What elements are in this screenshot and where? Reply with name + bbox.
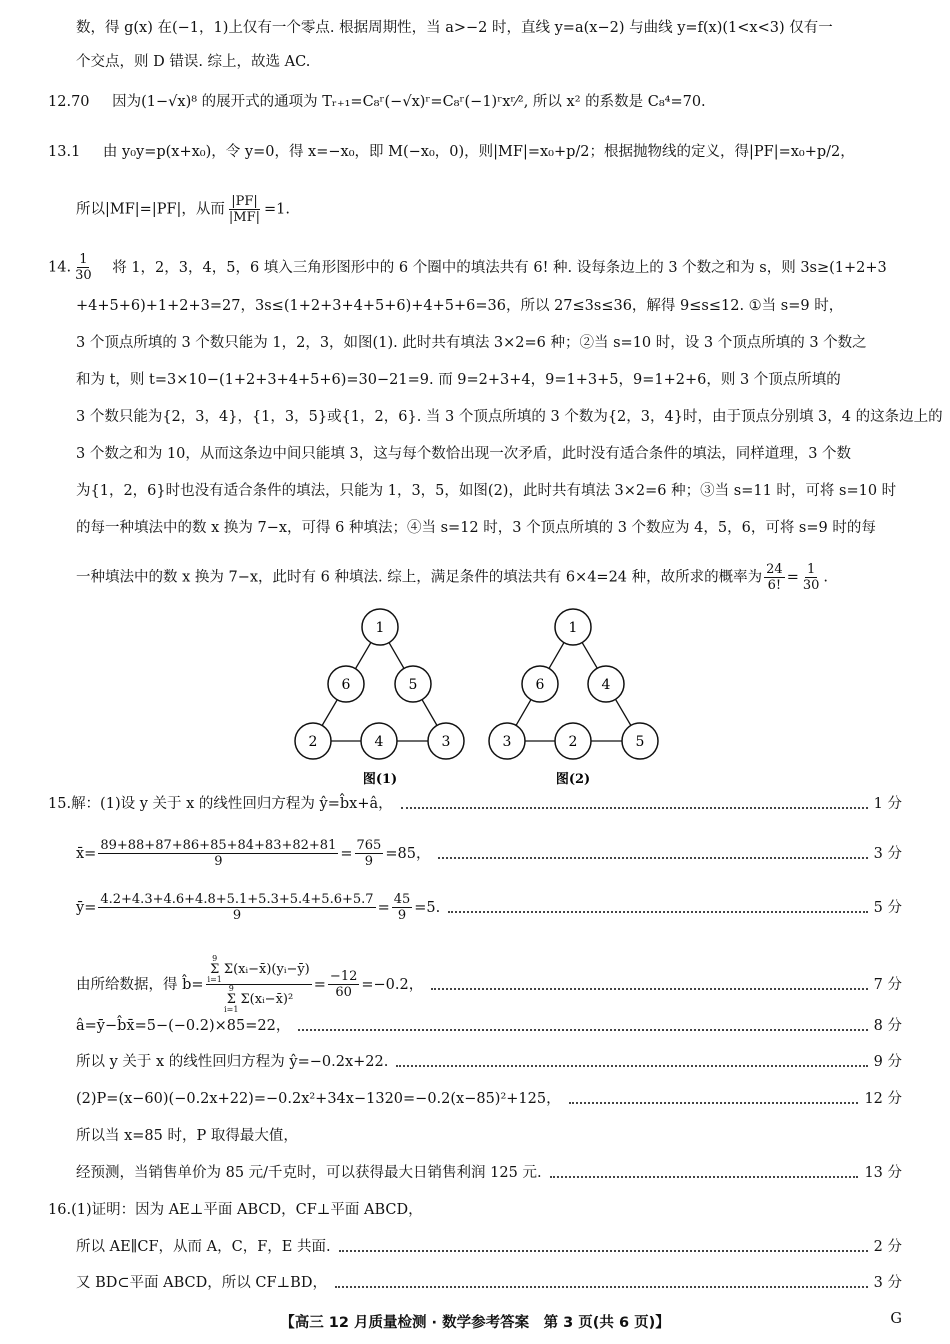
numerator: 1 <box>806 562 816 577</box>
node-label: 6 <box>535 677 545 693</box>
step-text: 又 BD⊂平面 ABCD，所以 CF⊥BD， <box>76 1275 327 1291</box>
sum-upper: 9 <box>228 984 234 993</box>
p15-step-6 <box>76 1052 902 1072</box>
problem-14-line-7: 为{1，2，6}时也没有适合条件的填法，只能为 1，3，5，如图(2)，此时共有填法 3×2=6 种；③当 s=11 时，可将 s=10 时 <box>76 483 897 499</box>
text: = <box>340 845 353 862</box>
text: =5. <box>414 899 441 916</box>
numerator: 24 <box>766 562 783 577</box>
fraction <box>764 562 785 593</box>
text: = <box>786 569 799 586</box>
fraction <box>206 955 312 1014</box>
denominator: 9 <box>214 854 223 869</box>
dot-leader <box>438 857 867 859</box>
score: 8 分 <box>873 1018 902 1034</box>
sum-lower: i=1 <box>207 975 222 984</box>
node-label: 3 <box>502 734 512 750</box>
triangle-figures <box>280 605 680 790</box>
dot-leader <box>550 1176 859 1178</box>
figure-caption: 图(2) <box>555 772 591 787</box>
problem-14-line-5: 3 个数只能为{2，3，4}，{1，3，5}或{1，2，6}. 当 3 个顶点所填的 3 个数为{2，3，4}时，由于顶点分别填 3，4 的这条边上的 <box>76 409 943 425</box>
problem-number: 15. <box>48 796 72 812</box>
summation <box>208 955 222 984</box>
problem-14-line-9 <box>76 562 902 593</box>
p16-step-1 <box>48 1200 902 1220</box>
step-text: 解：(1)设 y 关于 x 的线性回归方程为 ŷ=b̂x+â， <box>71 796 393 812</box>
problem-number: 14. <box>48 259 72 276</box>
numerator: −12 <box>329 969 358 984</box>
solution-text: 由 y₀y=p(x+x₀)，令 y=0，得 x=−x₀，即 M(−x₀，0)，则|MF|=x₀+p/2；根据抛物线的定义，得|PF|=x₀+p/2， <box>102 144 855 160</box>
denominator <box>222 985 295 1014</box>
node-label: 5 <box>408 677 418 693</box>
dot-leader <box>569 1102 859 1104</box>
numerator: 765 <box>356 838 382 853</box>
node-label: 2 <box>568 734 578 750</box>
problem-number: 13. <box>48 144 72 160</box>
numerator <box>206 955 312 985</box>
p15-step-5 <box>76 1016 902 1036</box>
p16-step-2 <box>76 1237 902 1257</box>
dot-leader <box>298 1029 867 1031</box>
problem-13-line-1 <box>48 142 902 162</box>
p15-step-2 <box>76 838 902 869</box>
text: = <box>313 976 326 993</box>
text: x̄= <box>76 845 97 862</box>
dot-leader <box>335 1286 868 1288</box>
score: 9 分 <box>873 1054 902 1070</box>
answer: 70 <box>71 94 90 110</box>
numerator: 45 <box>393 892 411 907</box>
text: 所以|MF|=|PF|，从而 <box>76 201 225 218</box>
p15-step-9 <box>76 1163 902 1183</box>
fraction <box>227 194 262 225</box>
step-text: 所以 AE∥CF，从而 A，C，F，E 共面. <box>76 1239 331 1255</box>
text: 由所给数据，得 b̂= <box>76 976 204 993</box>
answer-fraction <box>73 252 94 283</box>
denominator: 30 <box>75 268 92 283</box>
step-text: (2)P=(x−60)(−0.2x+22)=−0.2x²+34x−1320=−0.2(x−85)²+125， <box>76 1091 561 1107</box>
node-label: 6 <box>341 677 351 693</box>
problem-number: 16. <box>48 1202 72 1218</box>
node-label: 5 <box>635 734 645 750</box>
dot-leader <box>339 1250 868 1252</box>
summation <box>224 985 238 1014</box>
numerator: 89+88+87+86+85+84+83+82+81 <box>100 838 337 853</box>
denominator: 9 <box>397 908 407 923</box>
problem-12 <box>48 92 902 112</box>
step-text: 所以 y 关于 x 的线性回归方程为 ŷ=−0.2x+22. <box>76 1054 389 1070</box>
solution-text: 将 1，2，3，4，5，6 填入三角形图形中的 6 个圈中的填法共有 6! 种. 设每条边上的 3 个数之和为 s，则 3s≥(1+2+3 <box>112 259 887 276</box>
dot-leader <box>431 988 867 990</box>
p11-line-2: 个交点，则 D 错误. 综上，故选 AC. <box>76 54 311 70</box>
sigma-glyph: Σ <box>210 962 220 977</box>
text: =85， <box>385 845 431 862</box>
p11-line-1: 数，得 g(x) 在(−1，1)上仅有一个零点. 根据周期性，当 a>−2 时，直线 y=a(x−2) 与曲线 y=f(x)(1<x<3) 仅有一 <box>76 20 833 36</box>
numerator-expr: Σ(xᵢ−x̄)(yᵢ−ȳ) <box>223 962 310 977</box>
denominator: 9 <box>232 908 242 923</box>
figure-2 <box>489 609 658 787</box>
score: 7 分 <box>873 976 902 993</box>
denominator: 30 <box>802 578 820 593</box>
problem-14-line-2: +4+5+6)+1+2+3=27，3s≤(1+2+3+4+5+6)+4+5+6=36，所以 27≤3s≤36，解得 9≤s≤12. ①当 s=9 时， <box>76 298 844 314</box>
dot-leader <box>448 911 867 913</box>
score: 3 分 <box>873 845 902 862</box>
sum-upper: 9 <box>212 954 218 963</box>
denominator: 6! <box>767 578 782 593</box>
score: 13 分 <box>864 1165 902 1181</box>
step-text: (1)证明：因为 AE⊥平面 ABCD，CF⊥平面 ABCD， <box>71 1202 423 1218</box>
fraction <box>355 838 384 869</box>
step-text: â=ȳ−b̂x̄=5−(−0.2)×85=22， <box>76 1018 291 1034</box>
p15-step-8: 所以当 x=85 时，P 取得最大值， <box>76 1128 298 1144</box>
node-label: 2 <box>308 734 318 750</box>
page-footer: 【高三 12 月质量检测 · 数学参考答案 第 3 页(共 6 页)】 <box>280 1315 670 1331</box>
problem-number: 12. <box>48 94 72 110</box>
text: ȳ= <box>76 899 97 916</box>
score: 3 分 <box>873 1275 902 1291</box>
step-text: 经预测，当销售单价为 85 元/千克时，可以获得最大日销售利润 125 元. <box>76 1165 542 1181</box>
problem-14-line-1 <box>48 252 902 283</box>
figure-caption: 图(1) <box>362 772 398 787</box>
node-label: 3 <box>441 734 451 750</box>
numerator: 1 <box>79 252 88 267</box>
text: =1. <box>264 201 290 218</box>
p15-step-1 <box>48 794 902 814</box>
p15-step-7 <box>76 1089 902 1109</box>
problem-14-line-4: 和为 t，则 t=3×10−(1+2+3+4+5+6)=30−21=9. 而 9=2+3+4，9=1+3+5，9=1+2+6，则 3 个顶点所填的 <box>76 372 841 388</box>
denominator: 9 <box>364 854 374 869</box>
fraction <box>801 562 822 593</box>
node-label: 1 <box>568 620 578 636</box>
score: 2 分 <box>873 1239 902 1255</box>
score: 12 分 <box>864 1091 902 1107</box>
fraction <box>328 969 359 1000</box>
problem-14-line-8: 的每一种填法中的数 x 换为 7−x，可得 6 种填法；④当 s=12 时，3 个顶点所填的 3 个数应为 4，5，6，可将 s=9 时的每 <box>76 520 876 536</box>
fraction <box>98 838 338 869</box>
denominator-expr: Σ(xᵢ−x̄)² <box>240 992 294 1007</box>
sigma-glyph: Σ <box>226 992 236 1007</box>
node-label: 4 <box>601 677 611 693</box>
p15-step-4 <box>76 955 902 1014</box>
node-label: 1 <box>375 620 385 636</box>
denominator: 60 <box>335 985 352 1000</box>
paper-code: G <box>890 1311 902 1327</box>
text: . <box>823 569 828 586</box>
fraction <box>392 892 413 923</box>
fraction <box>98 892 375 923</box>
problem-14-line-3: 3 个顶点所填的 3 个数只能为 1，2，3，如图(1). 此时共有填法 3×2=6 种；②当 s=10 时，设 3 个顶点所填的 3 个数之 <box>76 335 867 351</box>
score: 5 分 <box>873 899 902 916</box>
problem-14-line-6: 3 个数之和为 10，从而这条边中间只能填 3，这与每个数恰出现一次矛盾，此时没有适合条件的填法，同样道理，3 个数 <box>76 446 852 462</box>
answer: 1 <box>71 144 81 160</box>
text: =−0.2， <box>361 976 424 993</box>
solution-text: 因为(1−√x)⁸ 的展开式的通项为 Tᵣ₊₁=C₈ʳ(−√x)ʳ=C₈ʳ(−1)ʳxʳ⁄², 所以 x² 的系数是 C₈⁴=70. <box>112 94 706 110</box>
problem-13-line-2 <box>76 194 902 225</box>
denominator: |MF| <box>228 210 261 225</box>
sum-lower: i=1 <box>224 1005 239 1014</box>
dot-leader <box>396 1065 867 1067</box>
p15-step-3 <box>76 892 902 923</box>
text: 一种填法中的数 x 换为 7−x，此时有 6 种填法. 综上，满足条件的填法共有 6×4=24 种，故所求的概率为 <box>76 569 763 586</box>
numerator: 4.2+4.3+4.6+4.8+5.1+5.3+5.4+5.6+5.7 <box>100 892 374 907</box>
text: = <box>377 899 390 916</box>
node-label: 4 <box>374 734 384 750</box>
p16-step-3 <box>76 1273 902 1293</box>
figure-1 <box>295 609 464 787</box>
score: 1 分 <box>873 796 902 812</box>
dot-leader <box>401 807 868 809</box>
numerator: |PF| <box>231 194 258 209</box>
